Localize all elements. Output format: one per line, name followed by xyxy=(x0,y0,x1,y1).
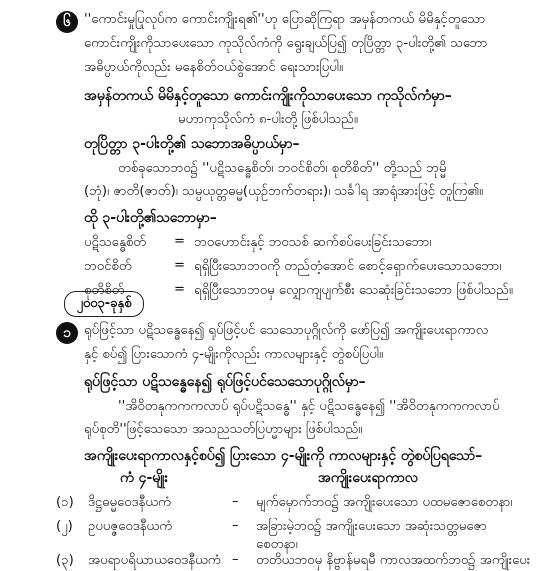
term-label: စုတိစိတ် xyxy=(84,283,125,298)
equals-sign: = xyxy=(174,234,186,249)
kamma-dash: – xyxy=(232,494,239,509)
year-label: ၂၀၀၃-ခုနှစ် xyxy=(64,291,144,317)
term-label: ပဋိသန္ဓေစိတ် xyxy=(84,235,147,250)
meaning-line: တစ်ခုသောဘဝ၌ ''ပဋိသန္ဓေစိတ်၊ ဘဝင်စိတ်၊ စုတိစိတ်'' တို့သည် ဘုမ္မိ xyxy=(118,161,447,176)
kamma-dash: – xyxy=(232,518,239,533)
meaning-line: (ဘုံ)၊ ဇာတိ(ဇာတ်)၊ သမ္ပယုတ္တဓမ္မ(ယှဉ်ဘက်တရား)၊ သင်္ခါရ အာရုံအားဖြင့် တူကြ၏။ xyxy=(84,184,484,199)
kamma-name: ဒိဋ္ဌဓမ္မဝေဒနီယကံ xyxy=(88,495,171,510)
item-number: (၁) xyxy=(56,495,74,510)
question-number-badge: ၆ xyxy=(56,11,78,33)
answer-heading: ရုပ်ဖြင့်သာ ပဋိသန္ဓေနေ၍ ရုပ်ဖြင့်ပင်သေသောပုဂ္ဂိုလ်မှာ– xyxy=(84,374,366,390)
term-definition: ဘဝဟောင်းနှင့် ဘဝသစ် ဆက်စပ်ပေးခြင်းသဘော၊ xyxy=(194,235,432,250)
question-line: ရုပ်ဖြင့်သာ ပဋိသန္ဓေနေ၍ ရုပ်ဖြင့်ပင် သေသောပုဂ္ဂိုလ်ကို ဖော်ပြ၍ အကျိုးပေးရာကာလ xyxy=(84,323,489,338)
kamma-name: အပရာပရိယာယဝေဒနီယကံ xyxy=(88,553,221,568)
column-header-time: အကျိုးပေးရာကာလ xyxy=(318,470,418,486)
equals-sign: = xyxy=(174,282,186,297)
kamma-dash: – xyxy=(232,552,239,567)
answer-text: မဟာကုသိုလ်ကံ ၈-ပါးတို့ ဖြစ်ပါသည်။ xyxy=(178,112,358,127)
question-line: အဓိပ္ပာယ်ကိုလည်း မနေစိတ်ဝယ်စွဲအောင် ရေးသားပြပါ။ xyxy=(84,60,344,75)
kamma-description: တတိယဘဝမှ နိဗ္ဗာန်မရမီ ကာလအထက်ဘဝ၌ အကျိုးပေး xyxy=(256,553,531,568)
answer-line: ရုပ်စုတိ''ဖြင့်သေသော အသညသတ်ပြဟ္မာများ ဖြစ်ပါသည်။ xyxy=(84,422,363,437)
equals-sign: = xyxy=(174,258,186,273)
item-number: (၂) xyxy=(56,519,73,534)
question-line: ''ကောင်းမှုပြုလုပ်က ကောင်းကျိုးရ၏''ဟု ပြောဆိုကြရာ အမှန်တကယ် မိမိနှင့်တူသော xyxy=(84,12,486,27)
question-line: နှင့် စပ်၍ ပြားသောကံ ၄-မျိုးကိုလည်း ကာလများနှင့် တွဲစပ်ပြပါ။ xyxy=(84,347,384,362)
question-number-badge: ၁ xyxy=(56,322,78,344)
kamma-description: အခြားမဲ့ဘဝ၌ အကျိုးပေးသော အဆုံးသတ္တမဇော xyxy=(256,519,487,534)
answer-heading: အမှန်တကယ် မိမိနှင့်တူသော ကောင်းကျိုးကိုသာပေးသော ကုသိုလ်ကံမှာ– xyxy=(84,88,452,104)
kamma-description: မျက်မှောက်ဘဝ၌ အကျိုးပေးသော ပထမဇောစေတနာ၊ xyxy=(256,495,513,510)
term-definition: ရရှိပြီးသောဘဝမှ လျှောကျပျက်စီး သေဆုံးခြင်းသဘော ဖြစ်ပါသည်။ xyxy=(194,283,513,298)
answer-line: ''အိဝိတနုကကကလာပ် ရုပ်ပဋိသန္ဓေ'' နှင့် ပဋိသန္ဓေနေ၍ ''အိဝိတနုကကကလာပ် xyxy=(118,399,500,414)
column-header-kamma: ကံ ၄-မျိုး xyxy=(120,470,169,486)
question-line: ကောင်းကျိုးကိုသာပေးသော ကုသိုလ်ကံကို ရွေးချယ်ပြ၍ တုပြိတ္တာ ၃-ပါးတို့၏ သဘော xyxy=(84,36,488,51)
term-label: ဘဝင်စိတ် xyxy=(84,259,132,274)
three-heading: ထို ၃-ပါးတို့၏သဘောမှာ– xyxy=(84,210,217,226)
meaning-heading: တုပြိတ္တာ ၃-ပါးတို့၏ သဘောအဓိပ္ပာယ်မှာ– xyxy=(84,136,300,152)
kamma-description-cont: စေတနာ၊ xyxy=(256,537,298,552)
item-number: (၃) xyxy=(56,553,74,568)
kamma-name: ဥပပဇ္ဇဝေဒနီယကံ xyxy=(88,519,173,534)
term-definition: ရရှိပြီးသောဘဝကို တည်တံ့အောင် စောင့်ရှောက်ပေးသောသဘော၊ xyxy=(194,259,502,274)
kamma-heading: အကျိုးပေးရာကာလနှင့်စပ်၍ ပြားသော ၄-မျိုးကို ကာလများနှင့် တွဲစပ်ပြရသော်– xyxy=(84,448,483,464)
